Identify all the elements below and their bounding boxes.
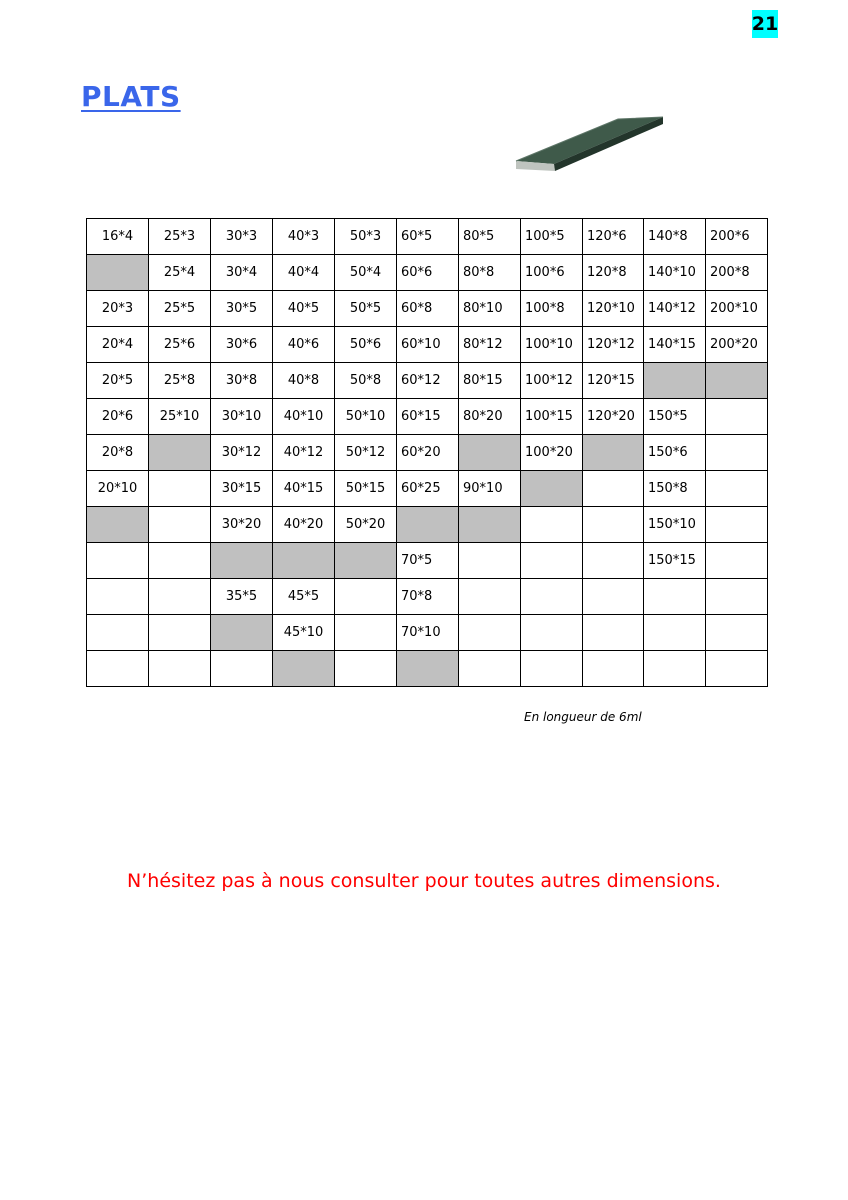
- shaded-cell: [273, 543, 335, 579]
- dimension-cell: 100*15: [521, 399, 583, 435]
- shaded-cell: [459, 435, 521, 471]
- dimension-cell: 60*20: [397, 435, 459, 471]
- shaded-cell: [644, 363, 706, 399]
- dimension-cell: [211, 651, 273, 687]
- dimension-cell: [149, 471, 211, 507]
- dimension-cell: 80*8: [459, 255, 521, 291]
- dimension-cell: 60*25: [397, 471, 459, 507]
- dimension-cell: 120*10: [583, 291, 644, 327]
- length-note: En longueur de 6ml: [524, 710, 642, 724]
- table-row: [87, 579, 768, 615]
- dimension-cell: 20*5: [87, 363, 149, 399]
- dimension-cell: 90*10: [459, 471, 521, 507]
- table-row: [87, 327, 768, 363]
- dimension-cell: 40*12: [273, 435, 335, 471]
- table-row: [87, 291, 768, 327]
- shaded-cell: [583, 435, 644, 471]
- dimension-cell: 60*5: [397, 219, 459, 255]
- dimension-cell: 200*20: [706, 327, 768, 363]
- shaded-cell: [459, 507, 521, 543]
- dimension-cell: 50*8: [335, 363, 397, 399]
- dimension-cell: [335, 651, 397, 687]
- dimension-cell: [335, 615, 397, 651]
- dimension-cell: [459, 615, 521, 651]
- shaded-cell: [706, 363, 768, 399]
- dimension-cell: 50*3: [335, 219, 397, 255]
- dimension-cell: [459, 543, 521, 579]
- dimension-cell: 150*5: [644, 399, 706, 435]
- dimension-cell: [644, 579, 706, 615]
- contact-message: N’hésitez pas à nous consulter pour toutes autres dimensions.: [127, 870, 721, 892]
- shaded-cell: [273, 651, 335, 687]
- dimension-cell: 140*10: [644, 255, 706, 291]
- dimension-cell: 60*12: [397, 363, 459, 399]
- table-row: [87, 543, 768, 579]
- shaded-cell: [149, 435, 211, 471]
- dimension-cell: 100*5: [521, 219, 583, 255]
- dimension-cell: 120*15: [583, 363, 644, 399]
- dimension-cell: 45*5: [273, 579, 335, 615]
- table-row: [87, 435, 768, 471]
- dimension-cell: [583, 579, 644, 615]
- dimension-cell: [644, 615, 706, 651]
- dimension-cell: [335, 579, 397, 615]
- dimension-cell: 80*10: [459, 291, 521, 327]
- dimension-cell: 50*4: [335, 255, 397, 291]
- dimension-cell: [521, 651, 583, 687]
- dimension-cell: [706, 507, 768, 543]
- dimension-cell: [87, 651, 149, 687]
- dimension-cell: [521, 579, 583, 615]
- table-row: [87, 507, 768, 543]
- dimension-cell: 25*6: [149, 327, 211, 363]
- shaded-cell: [87, 255, 149, 291]
- dimension-cell: [521, 507, 583, 543]
- dimension-cell: 50*10: [335, 399, 397, 435]
- dimension-cell: 40*20: [273, 507, 335, 543]
- dimension-cell: 100*12: [521, 363, 583, 399]
- dimensions-table: [86, 218, 768, 687]
- dimension-cell: 40*15: [273, 471, 335, 507]
- dimension-cell: 200*10: [706, 291, 768, 327]
- dimension-cell: [583, 543, 644, 579]
- shaded-cell: [87, 507, 149, 543]
- dimension-cell: 50*20: [335, 507, 397, 543]
- dimension-cell: 30*5: [211, 291, 273, 327]
- dimension-cell: [706, 579, 768, 615]
- table-row: [87, 471, 768, 507]
- dimension-cell: 40*8: [273, 363, 335, 399]
- dimension-cell: 40*6: [273, 327, 335, 363]
- dimension-cell: [644, 651, 706, 687]
- dimension-cell: [459, 651, 521, 687]
- shaded-cell: [211, 543, 273, 579]
- dimension-cell: [149, 543, 211, 579]
- dimension-cell: [87, 579, 149, 615]
- dimension-cell: 40*10: [273, 399, 335, 435]
- dimension-cell: 40*5: [273, 291, 335, 327]
- dimension-cell: 30*20: [211, 507, 273, 543]
- dimension-cell: [706, 543, 768, 579]
- table-row: [87, 651, 768, 687]
- flat-bar-illustration: [512, 112, 668, 176]
- dimension-cell: 25*3: [149, 219, 211, 255]
- dimension-cell: 150*8: [644, 471, 706, 507]
- dimension-cell: 60*10: [397, 327, 459, 363]
- dimension-cell: 50*12: [335, 435, 397, 471]
- dimension-cell: 140*8: [644, 219, 706, 255]
- dimension-cell: 150*15: [644, 543, 706, 579]
- dimension-cell: 16*4: [87, 219, 149, 255]
- dimension-cell: 50*5: [335, 291, 397, 327]
- dimension-cell: 60*15: [397, 399, 459, 435]
- dimension-cell: [583, 615, 644, 651]
- dimension-cell: [87, 615, 149, 651]
- dimension-cell: 50*15: [335, 471, 397, 507]
- dimension-cell: 80*20: [459, 399, 521, 435]
- dimension-cell: [706, 651, 768, 687]
- dimension-cell: [521, 543, 583, 579]
- dimension-cell: 30*12: [211, 435, 273, 471]
- dimension-cell: 20*6: [87, 399, 149, 435]
- table-row: [87, 219, 768, 255]
- dimension-cell: 60*6: [397, 255, 459, 291]
- dimension-cell: 140*12: [644, 291, 706, 327]
- dimension-cell: 80*12: [459, 327, 521, 363]
- dimension-cell: [706, 471, 768, 507]
- dimension-cell: 70*10: [397, 615, 459, 651]
- dimension-cell: [149, 579, 211, 615]
- dimension-cell: 70*8: [397, 579, 459, 615]
- dimension-cell: 100*10: [521, 327, 583, 363]
- shaded-cell: [521, 471, 583, 507]
- dimension-cell: 150*6: [644, 435, 706, 471]
- dimension-cell: 40*4: [273, 255, 335, 291]
- table-row: [87, 399, 768, 435]
- dimension-cell: 25*4: [149, 255, 211, 291]
- dimension-cell: [583, 471, 644, 507]
- table-row: [87, 615, 768, 651]
- dimension-cell: [149, 651, 211, 687]
- dimension-cell: 80*15: [459, 363, 521, 399]
- table-row: [87, 363, 768, 399]
- dimension-cell: 20*3: [87, 291, 149, 327]
- dimension-cell: 70*5: [397, 543, 459, 579]
- table-row: [87, 255, 768, 291]
- dimension-cell: 20*4: [87, 327, 149, 363]
- dimension-cell: 30*15: [211, 471, 273, 507]
- shaded-cell: [397, 507, 459, 543]
- dimension-cell: 120*8: [583, 255, 644, 291]
- dimension-cell: [459, 579, 521, 615]
- dimension-cell: [706, 435, 768, 471]
- dimension-cell: 200*6: [706, 219, 768, 255]
- dimension-cell: 30*10: [211, 399, 273, 435]
- dimension-cell: 30*3: [211, 219, 273, 255]
- page-title: PLATS: [81, 80, 181, 113]
- dimension-cell: 200*8: [706, 255, 768, 291]
- dimension-cell: 45*10: [273, 615, 335, 651]
- dimension-cell: 100*6: [521, 255, 583, 291]
- dimension-cell: 20*8: [87, 435, 149, 471]
- dimension-cell: [149, 507, 211, 543]
- dimension-cell: [706, 399, 768, 435]
- page-number: 21: [752, 10, 778, 38]
- dimension-cell: [583, 651, 644, 687]
- dimension-cell: 25*10: [149, 399, 211, 435]
- dimension-cell: [521, 615, 583, 651]
- dimension-cell: 30*6: [211, 327, 273, 363]
- shaded-cell: [211, 615, 273, 651]
- dimension-cell: 30*8: [211, 363, 273, 399]
- dimension-cell: 30*4: [211, 255, 273, 291]
- dimension-cell: 120*6: [583, 219, 644, 255]
- dimension-cell: 100*20: [521, 435, 583, 471]
- dimension-cell: 120*12: [583, 327, 644, 363]
- dimension-cell: 50*6: [335, 327, 397, 363]
- dimension-cell: 150*10: [644, 507, 706, 543]
- dimension-cell: 20*10: [87, 471, 149, 507]
- dimension-cell: 140*15: [644, 327, 706, 363]
- dimension-cell: [87, 543, 149, 579]
- dimension-cell: 25*8: [149, 363, 211, 399]
- shaded-cell: [397, 651, 459, 687]
- dimension-cell: [149, 615, 211, 651]
- dimension-cell: 80*5: [459, 219, 521, 255]
- dimension-cell: 35*5: [211, 579, 273, 615]
- dimension-cell: 25*5: [149, 291, 211, 327]
- steel-flat-bar-icon: [512, 112, 668, 180]
- dimension-cell: 120*20: [583, 399, 644, 435]
- dimension-cell: 60*8: [397, 291, 459, 327]
- dimension-cell: [583, 507, 644, 543]
- dimension-cell: [706, 615, 768, 651]
- dimension-cell: 40*3: [273, 219, 335, 255]
- shaded-cell: [335, 543, 397, 579]
- dimension-cell: 100*8: [521, 291, 583, 327]
